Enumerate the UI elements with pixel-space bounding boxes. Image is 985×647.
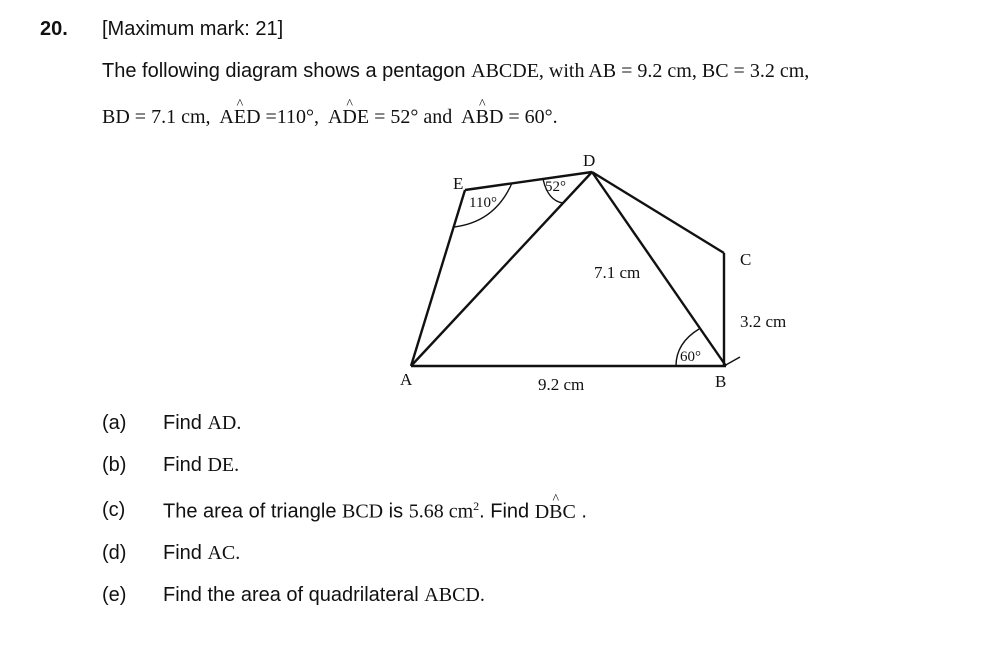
part-e-lead: Find the area of quadrilateral <box>163 584 425 606</box>
angle-aed-pre: A <box>219 106 234 128</box>
part-c-is: is <box>383 500 409 523</box>
angle-aed-post: D =110°, <box>246 106 320 128</box>
edge-dc <box>592 172 724 253</box>
vertex-label-e: E <box>453 174 464 193</box>
length-label-bc: 3.2 cm <box>740 312 787 331</box>
part-c-exponent: 2 <box>473 499 480 513</box>
part-text-b <box>163 454 239 477</box>
part-text-e <box>163 584 485 607</box>
part-label-e: (e) <box>102 584 127 606</box>
part-label-a: (a) <box>102 412 127 434</box>
angle-aed-given <box>219 106 319 128</box>
angle-label-d: 52° <box>545 179 566 195</box>
edge-ed <box>465 172 592 190</box>
length-label-bd: 7.1 cm <box>594 263 641 282</box>
part-d-math: AC. <box>207 542 241 564</box>
angle-ade-pre: A <box>327 106 343 128</box>
pentagon-diagram <box>380 145 820 405</box>
part-a-math: AD. <box>207 412 242 434</box>
angle-ade-post: E = 52° and <box>356 106 453 128</box>
part-b-math: DE. <box>207 454 240 476</box>
part-b-lead: Find <box>163 454 208 476</box>
part-c-angle-post: C <box>562 500 576 523</box>
angle-abd-vertex: ^ B <box>476 106 489 129</box>
part-text-a <box>163 412 241 435</box>
vertex-label-a: A <box>400 370 413 389</box>
part-label-b: (b) <box>102 454 127 476</box>
max-mark: [Maximum mark: 21] <box>102 18 284 40</box>
part-label-d: (d) <box>102 542 127 564</box>
edge-ae <box>411 190 465 366</box>
part-d-lead: Find <box>163 542 208 564</box>
angle-label-e: 110° <box>469 195 497 211</box>
part-c-area: 5.68 cm <box>408 500 474 523</box>
part-text-d <box>163 542 240 565</box>
part-text-c <box>163 499 587 524</box>
part-c-angle-vertex: ^ B <box>549 501 562 524</box>
vertex-label-d: D <box>583 151 596 170</box>
part-c-lead: The area of triangle <box>163 500 342 523</box>
part-e-math: ABCD. <box>424 584 485 606</box>
corner-b-tick <box>724 357 740 366</box>
vertex-label-b: B <box>715 372 727 391</box>
length-label-ab: 9.2 cm <box>538 375 585 394</box>
bd-given: BD = 7.1 cm, <box>102 106 211 128</box>
part-c-angle-pre: D <box>534 500 550 523</box>
question-number: 20. <box>40 18 68 40</box>
angle-label-b: 60° <box>680 349 701 365</box>
part-c-find: . Find <box>479 500 535 523</box>
part-label-c: (c) <box>102 499 126 521</box>
angle-ade-vertex: ^ D <box>342 106 356 129</box>
stem-line-1-math: ABCDE, with AB = 9.2 cm, BC = 3.2 cm, <box>471 60 810 82</box>
angle-abd-pre: A <box>461 106 476 128</box>
part-c-angle <box>535 501 576 523</box>
vertex-label-c: C <box>740 250 752 269</box>
angle-abd-given <box>461 106 558 128</box>
part-c-end: . <box>575 500 587 523</box>
angle-aed-vertex: ^ E <box>234 106 246 129</box>
part-a-lead: Find <box>163 412 208 434</box>
angle-ade-given <box>328 106 452 128</box>
stem-line-1 <box>102 60 809 83</box>
part-c-triangle: BCD <box>342 500 384 523</box>
angle-abd-post: D = 60°. <box>488 106 558 128</box>
stem-line-1-text: The following diagram shows a pentagon <box>102 60 472 82</box>
stem-line-2 <box>102 106 558 129</box>
